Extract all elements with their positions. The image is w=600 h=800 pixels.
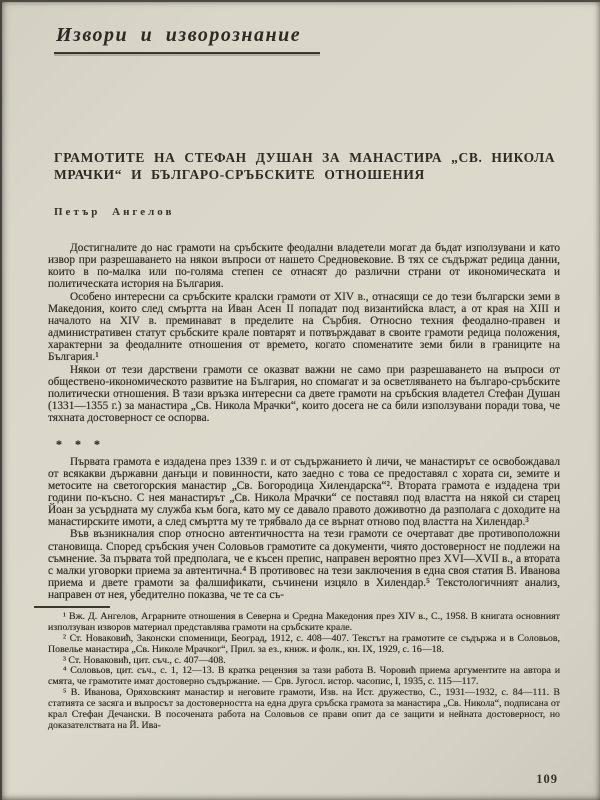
footnotes-block xyxy=(48,612,560,732)
section-header-rule xyxy=(54,52,320,54)
author-name: Петър Ангелов xyxy=(54,206,175,218)
footnote: ² Ст. Новаковић, Законски споменици, Београд, 1912, с. 408—407. Текстът на грамотите се съдържа и в Соловьов, Повелье манастира „Св. Николе Мрачког“, Прил. за ез., книж. и фолк., кн. IX, 1929, с. 16—18. xyxy=(48,632,560,655)
footnote: ⁴ Соловьов, цит. съч., с. 1, 12—13. В кратка рецензия за тази работа В. Чоровић приема аргументите на автора и смята, че грамотите имат достоверно съдържание. — Срв. Југосл. истор. часопис, I, 1935, с. 115—117. xyxy=(48,665,560,688)
paragraph: Във възникналия спор относно автентичността на тези грамоти се очертават две противоположни становища. Според сръбския учен Соловьов грамотите са документи, чиято достоверност не подлежи на съмнение. За първата той предполага, че е късен препис, направен вероятно през XVI—XVII в., а втората с малки уговорки приема за автентична.⁴ В противовес на тези заключения в една своя статия В. Иванова приема и двете грамоти за фалшификати, съчинени изцяло в Хилендар.⁵ Текстологичният анализ, направен от нея, убедително показва, че те са съ- xyxy=(48,528,560,602)
footnote: ³ Ст. Новаковић, цит. съч., с. 407—408. xyxy=(63,654,226,666)
paragraph: Някои от тези дарствени грамоти се оказват важни не само при разрешаването на въпроси от обществено-икономическото развитие на България, но спомагат и за осветляването на българо-сръбските политически отношения. В тази връзка интересни са двете грамоти на сръбския владетел Стефан Душан (1331—1355 г.) за манастира „Св. Никола Мрачки“, които досега не са били използувани поради това, че тяхната достоверност се оспорва. xyxy=(48,363,560,425)
article-title: ГРАМОТИТЕ НА СТЕФАН ДУШАН ЗА МАНАСТИРА „СВ. НИКОЛА МРАЧКИ“ И БЪЛГАРО-СРЪБСКИТЕ ОТНОШЕНИЯ xyxy=(54,150,556,182)
footnote: ⁵ В. Иванова, Оряховският манастир и неговите грамоти, Изв. на Ист. дружество, С., 1931—1932, с. 84—111. В статията се засяга и въпросът за достоверността на една друга сръбска грамота за манастира „Св. Никола“, подписана от крал Стефан Дечански. В посочената работа на Соловьов се прави опит да се защити и нейната достоверност, но доказателствата на Й. Ива- xyxy=(48,687,560,731)
section-separator-stars: * * * xyxy=(56,437,105,452)
section-header: Извори и изворознание xyxy=(56,24,302,46)
paragraph: Достигналите до нас грамоти на сръбските феодални владетели могат да бъдат използувани и като извор при разрешаването на някои въпроси от нашето Средновековие. В тях се съдържат редица данни, които в по-малка или по-голяма степен се отнасят до различни страни от икономическата и политическата история на България. xyxy=(48,242,560,291)
footnote: ¹ Вж. Д. Ангелов, Аграрните отношения в Северна и Средна Македония през XIV в., С., 1958. В книгата основният използуван изворов материал представлява грамоти на сръбските крале. xyxy=(48,610,560,633)
article-body xyxy=(48,242,560,601)
paragraph: Първата грамота е издадена през 1339 г. и от съдържанието ѝ личи, че манастирът се освобождавал от всякакви държавни данъци и повинности, като заедно с това се предоставял с хората си, земите и метосите на светогорския манастир „Св. Богородица Хилендарска“². Втората грамота е издадена три години по-късно. С нея манастирът „Св. Никола Мрачки“ се поставял под властта на някой си старец Йоан за усърдната му служба към бога, като му се давало правото доживотно да разполага с доходите на манастирските имоти, а след смъртта му те трябвало да се върнат отново под властта на Хилендар.³ xyxy=(48,455,560,529)
page-content xyxy=(48,0,560,732)
footnotes-divider xyxy=(34,606,110,608)
paragraph: Особено интересни са сръбските кралски грамоти от XIV в., отнасящи се до тези български земи в Македония, които след смъртта на Иван Асен II попадат под византийска власт, а от края на XIII и началото на XIV в. преминават в пределите на Сърбия. Относно техния феодално-правен и административен статут сръбските крале повтарят и потвърждават в своите грамоти редица положения, характерни за феодалните отношения от времето, когато споменатите земи били в границите на България.¹ xyxy=(48,290,560,364)
page-number: 109 xyxy=(536,772,558,786)
